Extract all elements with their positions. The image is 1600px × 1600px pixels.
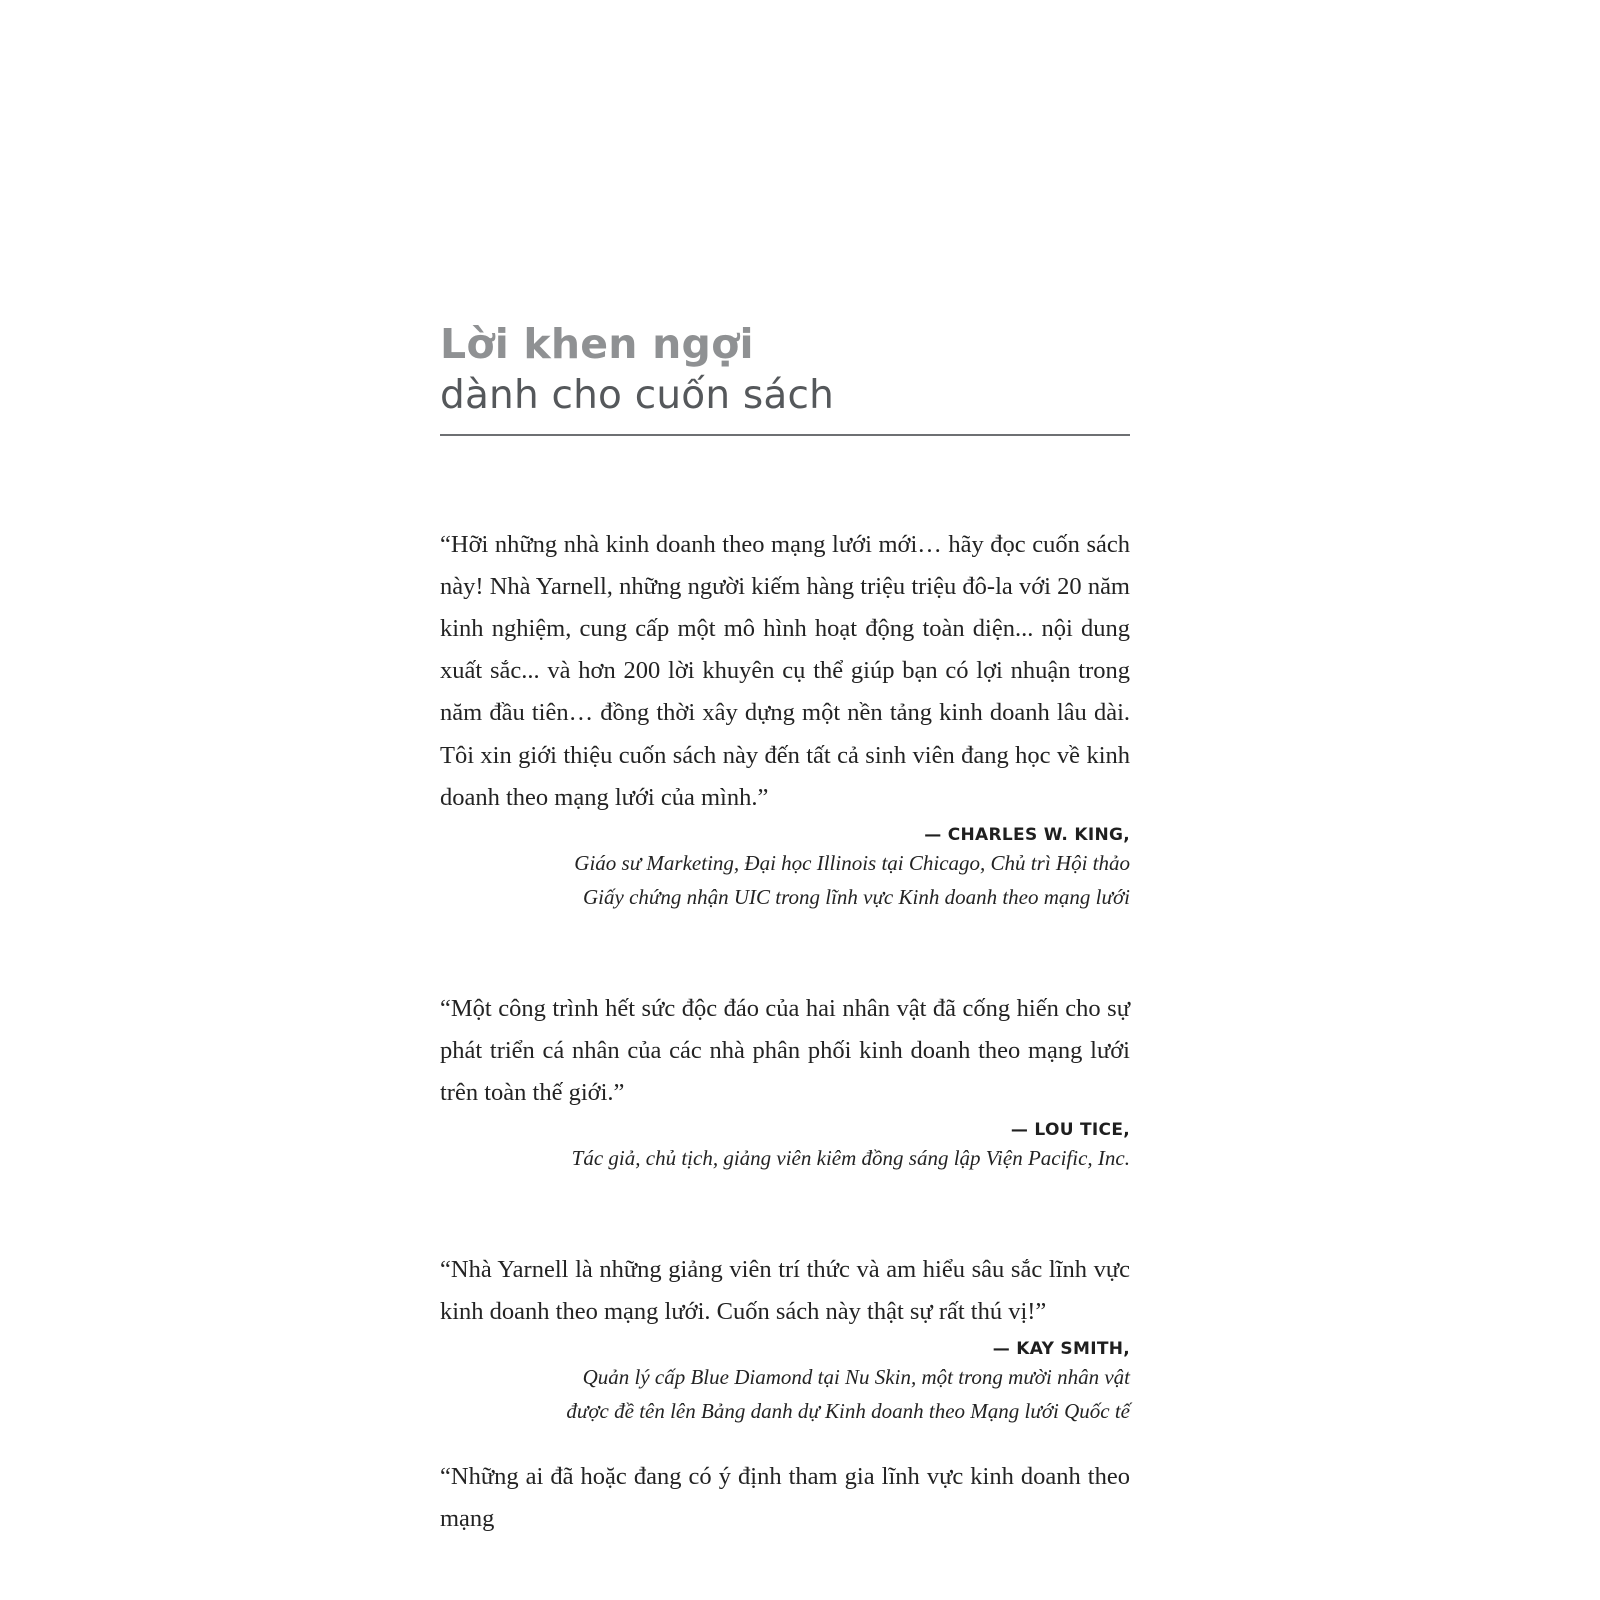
testimonial-role-line-2: được đề tên lên Bảng danh dự Kinh doanh theo Mạng lưới Quốc tế — [566, 1399, 1130, 1424]
testimonial-item — [440, 524, 1130, 914]
testimonial-attribution — [440, 1120, 1130, 1175]
spacer — [440, 1175, 1130, 1249]
testimonial-text: “Nhà Yarnell là những giảng viên trí thức và am hiểu sâu sắc lĩnh vực kinh doanh theo mạng lưới. Cuốn sách này thật sự rất thú vị!” — [440, 1255, 1130, 1325]
page-title-line-1: Lời khen ngợi — [440, 320, 754, 368]
testimonial-role-line-1: Giáo sư Marketing, Đại học Illinois tại Chicago, Chủ trì Hội thảo — [574, 850, 1130, 875]
testimonial-role-line-2: Giấy chứng nhận UIC trong lĩnh vực Kinh doanh theo mạng lưới — [583, 885, 1130, 910]
page-title-line-2: dành cho cuốn sách — [440, 373, 835, 419]
testimonial-author: — CHARLES W. KING, — [924, 824, 1130, 845]
spacer — [440, 1428, 1130, 1456]
testimonial-text: “Một công trình hết sức độc đáo của hai nhân vật đã cống hiến cho sự phát triển cá nhân của các nhà phân phối kinh doanh theo mạng lưới trên toàn thế giới.” — [440, 994, 1130, 1107]
testimonial-role-line-1: Quản lý cấp Blue Diamond tại Nu Skin, một trong mười nhân vật — [582, 1364, 1130, 1389]
page-content — [440, 320, 1130, 1540]
page-title — [440, 320, 1130, 436]
testimonial-attribution — [440, 1339, 1130, 1428]
testimonial-attribution — [440, 825, 1130, 914]
testimonial-text: “Hỡi những nhà kinh doanh theo mạng lưới mới… hãy đọc cuốn sách này! Nhà Yarnell, những người kiếm hàng triệu triệu đô-la với 20 năm kinh nghiệm, cung cấp một mô hình hoạt động toàn diện... nội dung xuất sắc... và hơn 200 lời khuyên cụ thể giúp bạn có lợi nhuận trong năm đầu tiên… đồng thời xây dựng một nền tảng kinh doanh lâu dài. Tôi xin giới thiệu cuốn sách này đến tất cả sinh viên đang học về kinh doanh theo mạng lưới của mình.” — [440, 530, 1130, 811]
testimonial-role-line-1: Tác giả, chủ tịch, giảng viên kiêm đồng sáng lập Viện Pacific, Inc. — [571, 1146, 1130, 1171]
continued-paragraph: “Những ai đã hoặc đang có ý định tham gia lĩnh vực kinh doanh theo mạng — [440, 1462, 1130, 1533]
testimonial-author: — KAY SMITH, — [992, 1338, 1130, 1359]
testimonial-item — [440, 1249, 1130, 1428]
testimonial-list — [440, 524, 1130, 1540]
spacer — [440, 914, 1130, 988]
testimonial-author: — LOU TICE, — [1010, 1120, 1130, 1141]
testimonial-item — [440, 988, 1130, 1175]
title-divider — [440, 434, 1130, 436]
